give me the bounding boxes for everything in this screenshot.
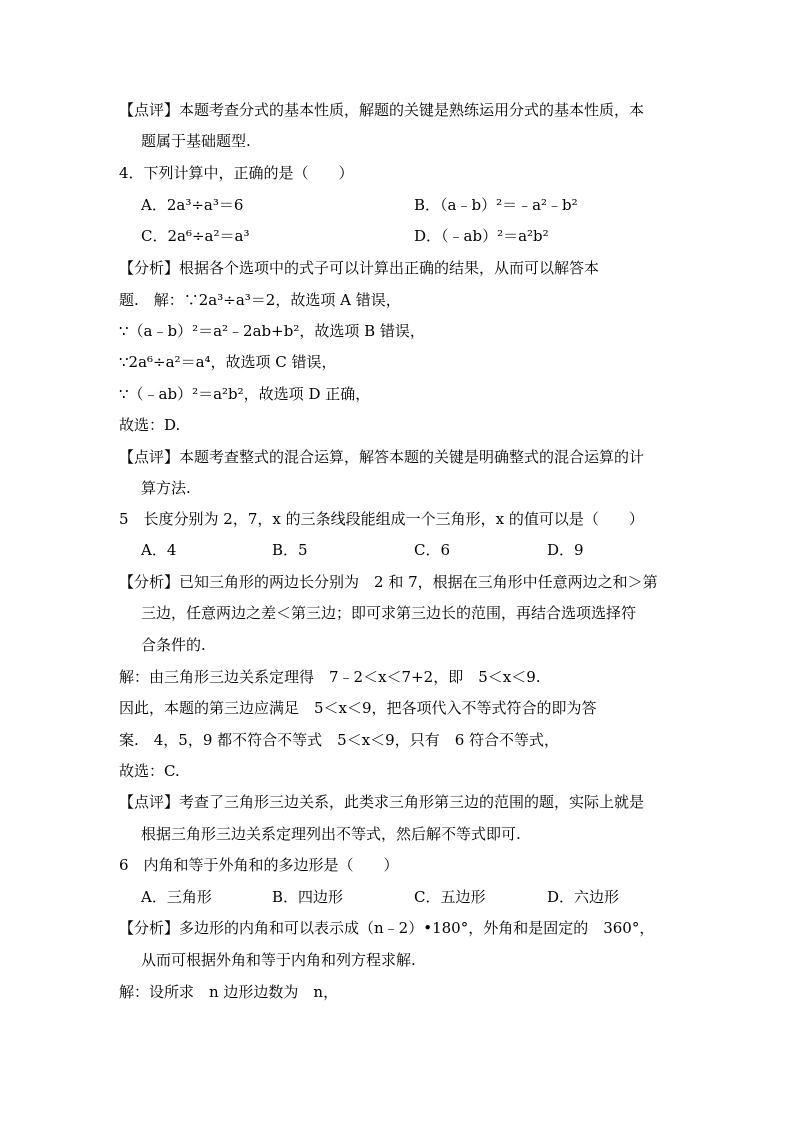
q4-option-a: A．2a³÷a³＝6	[141, 196, 244, 214]
comment-tag: 【点评】	[119, 101, 180, 119]
q3-comment-line2: 题属于基础题型.	[141, 132, 251, 150]
q4-solution-line5: ∵（﹣ab）²＝a²b²，故选项 D 正确，	[119, 385, 371, 403]
comment-tag: 【点评】	[119, 793, 180, 811]
q5-analysis	[119, 572, 658, 592]
q5-choice: 故选：C.	[119, 762, 180, 780]
q4-comment-line1: 本题考查整式的混合运算，解答本题的关键是明确整式的混合运算的计	[179, 448, 645, 466]
q3-comment	[119, 100, 644, 120]
q6-option-b: B．四边形	[272, 888, 344, 906]
q6-option-a: A．三角形	[141, 888, 212, 906]
q6-analysis-line2: 从而可根据外角和等于内角和列方程求解.	[141, 951, 416, 969]
q6-option-c: C．五边形	[414, 888, 486, 906]
q5-comment-line2: 根据三角形三边关系定理列出不等式，然后解不等式即可.	[141, 825, 521, 843]
q5-option-b: B．5	[272, 541, 308, 559]
q4-stem: 4．下列计算中，正确的是（ ）	[119, 164, 354, 182]
q4-analysis-line2: 题. 解：∵2a³÷a³＝2，故选项 A 错误，	[119, 291, 401, 309]
analysis-tag: 【分析】	[119, 573, 180, 591]
q6-option-d: D．六边形	[547, 888, 620, 906]
q5-option-a: A．4	[141, 541, 177, 559]
q5-comment	[119, 792, 644, 812]
analysis-tag: 【分析】	[119, 919, 180, 937]
q4-solution-line3: ∵（a﹣b）²＝a²﹣2ab+b²，故选项 B 错误，	[119, 322, 425, 340]
q4-analysis	[119, 258, 599, 278]
comment-tag: 【点评】	[119, 448, 180, 466]
q5-analysis-line2: 三边，任意两边之差＜第三边；即可求第三边长的范围，再结合选项选择符	[141, 604, 637, 622]
q6-analysis-line1: 多边形的内角和可以表示成（n﹣2）•180°，外角和是固定的 360°，	[179, 919, 655, 937]
q6-analysis	[119, 918, 654, 938]
q5-analysis-line1: 已知三角形的两边长分别为 2 和 7，根据在三角形中任意两边之和＞第	[179, 573, 658, 591]
q5-stem: 5 长度分别为 2，7，x 的三条线段能组成一个三角形，x 的值可以是（ ）	[119, 510, 644, 528]
q3-comment-line1: 本题考查分式的基本性质，解题的关键是熟练运用分式的基本性质，本	[179, 101, 645, 119]
q5-comment-line1: 考查了三角形三边关系，此类求三角形第三边的范围的题，实际上就是	[179, 793, 645, 811]
q5-solution-line3: 案. 4，5，9 都不符合不等式 5＜x＜9，只有 6 符合不等式，	[119, 731, 560, 749]
q6-stem: 6 内角和等于外角和的多边形是（ ）	[119, 856, 399, 874]
q4-comment	[119, 447, 644, 467]
q4-option-b: B．（a﹣b）²＝﹣a²﹣b²	[414, 196, 578, 214]
q4-option-d: D．（﹣ab）²＝a²b²	[414, 227, 549, 245]
q5-option-c: C．6	[414, 541, 451, 559]
q6-solution-line1: 解：设所求 n 边形边数为 n，	[119, 983, 339, 1001]
q4-comment-line2: 算方法.	[141, 479, 191, 497]
q4-solution-line4: ∵2a⁶÷a²＝a⁴，故选项 C 错误，	[119, 353, 337, 371]
q4-analysis-line1: 根据各个选项中的式子可以计算出正确的结果，从而可以解答本	[179, 259, 600, 277]
q5-solution-line1: 解：由三角形三边关系定理得 7﹣2＜x＜7+2，即 5＜x＜9.	[119, 668, 541, 686]
q5-solution-line2: 因此，本题的第三边应满足 5＜x＜9，把各项代入不等式符合的即为答	[119, 699, 597, 717]
q4-choice: 故选：D.	[119, 416, 181, 434]
q5-analysis-line3: 合条件的.	[141, 636, 206, 654]
analysis-tag: 【分析】	[119, 259, 180, 277]
q4-option-c: C．2a⁶÷a²＝a³	[141, 227, 250, 245]
q5-option-d: D．9	[547, 541, 584, 559]
